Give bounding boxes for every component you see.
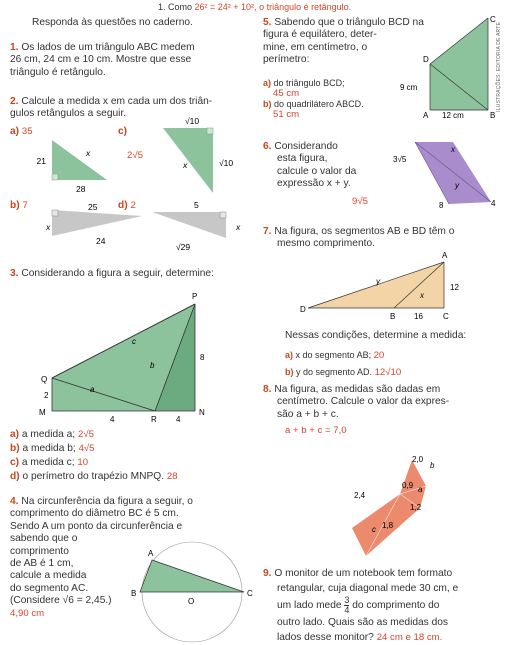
q1-line: Os lados de um triângulo ABC medem xyxy=(21,42,195,53)
svg-text:M: M xyxy=(39,408,46,417)
svg-text:x: x xyxy=(420,291,424,300)
q3-figure xyxy=(39,292,222,424)
q8-figure xyxy=(352,448,477,560)
q5: 5. Sabendo que o triângulo BCD na figura é equilátero, deter- mine, em centímetro, o perímetro: xyxy=(263,17,424,66)
q1-line: 26 cm, 24 cm e 10 cm. Mostre que esse xyxy=(10,54,192,66)
q4-answer: 4,90 cm xyxy=(10,607,45,619)
q2c-label: c) xyxy=(118,126,128,137)
q2d-triangle xyxy=(152,200,252,252)
q2a-answer: 35 xyxy=(21,126,33,137)
header-suffix: , o triângulo é retângulo. xyxy=(254,2,352,12)
svg-text:2,0: 2,0 xyxy=(412,455,424,464)
q6-figure xyxy=(393,142,500,212)
svg-text:5: 5 xyxy=(194,200,199,210)
q5-figure xyxy=(400,15,498,120)
svg-text:D: D xyxy=(423,55,429,64)
q2a-leg: 21 xyxy=(36,156,46,166)
q2b-answer: 7 xyxy=(22,200,28,211)
svg-text:c: c xyxy=(372,525,376,534)
svg-text:3√5: 3√5 xyxy=(393,155,407,164)
svg-text:y: y xyxy=(455,181,459,190)
svg-text:x: x xyxy=(46,222,51,232)
svg-text:0,9: 0,9 xyxy=(402,481,414,490)
svg-text:4: 4 xyxy=(110,415,115,424)
q2a-hyp: x xyxy=(86,148,91,158)
svg-text:D: D xyxy=(300,305,306,314)
q8: 8. Na figura, as medidas são dadas em centímetro. Calcule o valor da expres- são a + b + c. xyxy=(263,384,450,420)
q2-line: Calcule a medida x em cada um dos triân- xyxy=(21,96,213,107)
svg-text:b: b xyxy=(430,461,435,470)
svg-text:B: B xyxy=(131,589,137,598)
svg-text:A: A xyxy=(423,111,429,120)
q9-fraction: $\frac{3}{4}$ xyxy=(344,595,350,615)
q2c-x: x xyxy=(183,160,188,170)
q9: 9. O monitor de um notebook tem formato retangular, cuja diagonal mede 30 cm, e um lado mede $\frac{3}{4}$ do comprimento do outro lado. Quais são as medidas dos lados desse monitor? 24 cm e 18 cm. xyxy=(263,568,459,643)
q4-figure xyxy=(131,549,253,627)
svg-text:24: 24 xyxy=(96,236,106,246)
svg-text:8: 8 xyxy=(200,353,205,362)
q1 xyxy=(10,42,195,79)
svg-text:x: x xyxy=(236,222,241,232)
q9-answer: 24 cm e 18 cm. xyxy=(376,632,443,643)
svg-text:c: c xyxy=(132,337,136,346)
q1-number: 1. xyxy=(10,42,19,53)
q2d-answer: 2 xyxy=(130,200,136,211)
svg-text:4: 4 xyxy=(176,415,181,424)
svg-text:a: a xyxy=(418,485,423,494)
q3-items: a) a medida a; 2√5 b) a medida b; 4√5 c) a medida c; 10 d) o perímetro do trapézio MNPQ. 28 xyxy=(10,429,178,482)
svg-text:R: R xyxy=(151,415,157,424)
svg-text:A: A xyxy=(442,251,448,260)
svg-text:Q: Q xyxy=(41,375,48,384)
svg-text:y: y xyxy=(376,277,380,286)
header-prefix: 1. Como xyxy=(158,2,195,12)
q2c-right: √10 xyxy=(219,158,234,168)
q2 xyxy=(10,96,212,121)
svg-text:P: P xyxy=(192,292,198,301)
svg-text:C: C xyxy=(247,589,253,598)
svg-text:a: a xyxy=(90,385,95,394)
q2-number: 2. xyxy=(10,96,19,107)
q3-text: Considerando a figura a seguir, determine: xyxy=(21,268,214,279)
q2a-triangle xyxy=(36,140,112,195)
svg-text:C: C xyxy=(443,312,449,321)
intro-text: Responda às questões no caderno. xyxy=(32,17,193,28)
q2a-leg: 28 xyxy=(76,184,86,194)
q2c-left: 2√5 xyxy=(127,150,143,161)
svg-text:2: 2 xyxy=(44,391,49,400)
q2d-label: d) 2 xyxy=(118,200,136,211)
q2b-label: b) 7 xyxy=(10,200,28,211)
q3 xyxy=(10,268,214,280)
svg-text:2,4: 2,4 xyxy=(354,491,366,500)
svg-text:C: C xyxy=(490,15,496,24)
q7-figure xyxy=(300,251,470,326)
q7-after: Nessas condições, determine a medida: xyxy=(285,330,467,341)
q2c-top: √10 xyxy=(185,116,200,126)
q1-line: triângulo é retângulo. xyxy=(10,66,106,78)
svg-text:A: A xyxy=(148,549,154,558)
svg-text:b: b xyxy=(150,361,155,370)
svg-text:25: 25 xyxy=(88,202,98,212)
svg-text:1,2: 1,2 xyxy=(410,503,422,512)
q3-number: 3. xyxy=(10,268,19,279)
sidebar-credit: ILUSTRAÇÕES: EDITORIA DE ARTE xyxy=(496,22,502,112)
svg-text:8: 8 xyxy=(439,201,444,210)
q2-line: gulos retângulos a seguir. xyxy=(10,108,127,120)
svg-text:B: B xyxy=(390,312,396,321)
svg-text:x: x xyxy=(451,145,455,154)
svg-text:B: B xyxy=(490,111,496,120)
q2a-label: a) 35 xyxy=(10,126,33,137)
q8-answer: a + b + c = 7,0 xyxy=(285,425,347,436)
svg-text:N: N xyxy=(199,408,205,417)
svg-text:√29: √29 xyxy=(176,242,191,252)
q6-answer: 9√5 xyxy=(352,196,368,207)
q4: 4. Na circunferência da figura a seguir, o comprimento do diâmetro BC é 5 cm. Sendo A um ponto da circunferência e sabendo que o comprimento de AB é 1 cm, calcule a medida do segmento AC. (Considere √6 = 2,45.) 4,90 cm xyxy=(10,496,193,619)
q7-items: a) x do segmento AB; 20 b) y do segmento AD. 12√10 xyxy=(285,350,402,378)
q5-items: a) do triângulo BCD; 45 cm b) do quadrilátero ABCD. 51 cm xyxy=(263,78,364,120)
svg-text:1,8: 1,8 xyxy=(382,521,394,530)
svg-text:16: 16 xyxy=(414,312,423,321)
svg-text:12: 12 xyxy=(450,283,459,292)
svg-text:4: 4 xyxy=(491,199,496,208)
q2c-triangle xyxy=(163,116,243,203)
svg-text:9 cm: 9 cm xyxy=(400,83,418,92)
q6: 6. Considerando esta figura, calcule o valor da expressão x + y. xyxy=(263,141,357,190)
svg-text:12 cm: 12 cm xyxy=(442,111,464,120)
svg-text:O: O xyxy=(188,597,195,606)
q7: 7. Na figura, os segmentos AB e BD têm o mesmo comprimento. xyxy=(263,226,455,250)
header-formula: 26² = 24² + 10² xyxy=(194,2,255,12)
header-line xyxy=(158,2,351,12)
